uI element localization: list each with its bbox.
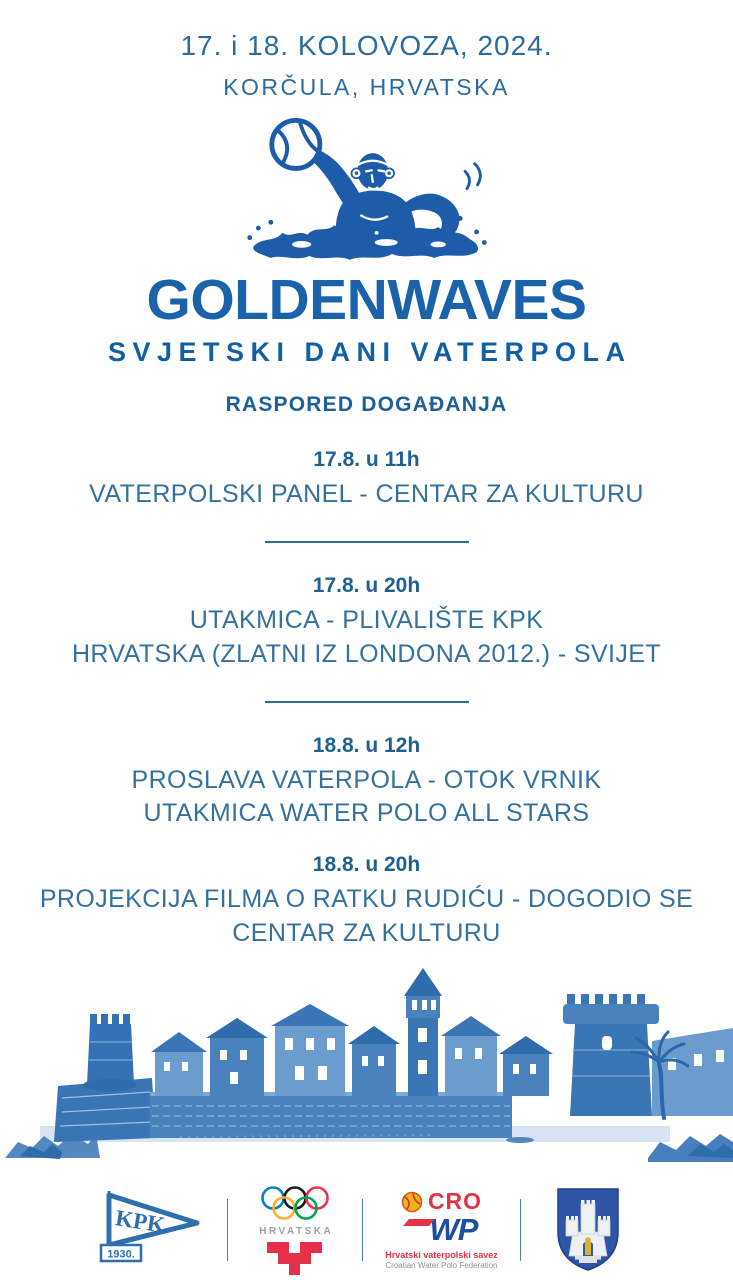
kpk-label: KPK — [113, 1205, 167, 1239]
bell-tower-spire-icon — [404, 968, 442, 996]
korcula-town-illustration — [0, 966, 733, 1171]
footer-divider — [362, 1199, 363, 1261]
section-divider — [265, 541, 469, 543]
crowp-federation-name-hr: Hrvatski vaterpolski savez — [385, 1250, 498, 1261]
footer-divider — [227, 1199, 228, 1261]
motion-lines-icon — [465, 164, 480, 189]
schedule-heading: RASPORED DOGAĐANJA — [225, 393, 508, 416]
event-date: 17. i 18. KOLOVOZA, 2024. — [180, 30, 553, 61]
section-divider — [265, 701, 469, 703]
water-polo-player-icon — [242, 115, 492, 270]
croatian-checkerboard-icon — [267, 1242, 323, 1276]
sponsor-logo-row — [0, 1185, 733, 1276]
event-detail: UTAKMICA WATER POLO ALL STARS — [143, 799, 590, 827]
croatian-olympic-committee-logo — [230, 1185, 360, 1276]
event-detail: UTAKMICA - PLIVALIŠTE KPK — [189, 606, 544, 635]
event-time: 17.8. u 20h — [312, 574, 421, 598]
event-detail: HRVATSKA (ZLATNI IZ LONDONA 2012.) - SVIJET — [71, 639, 662, 668]
event-detail: VATERPOLSKI PANEL - CENTAR ZA KULTURU — [89, 480, 644, 508]
event-block-4 — [0, 854, 733, 950]
event-detail: CENTAR ZA KULTURU — [232, 918, 501, 947]
event-detail: PROJEKCIJA FILMA O RATKU RUDIĆU - DOGODIO SE — [39, 885, 694, 914]
crowp-cro-label: CRO — [427, 1188, 483, 1215]
korcula-crest-icon — [553, 1186, 623, 1274]
crowp-federation-name-en: Croatian Water Polo Federation — [385, 1260, 498, 1270]
kpk-club-logo — [80, 1187, 225, 1273]
houses-icon — [151, 968, 553, 1096]
poster-title: GOLDENWAVES — [146, 268, 587, 332]
event-block-3 — [0, 735, 733, 831]
poster-subtitle: SVJETSKI DANI VATERPOLA — [107, 337, 632, 367]
event-block-2 — [0, 575, 733, 671]
footer-divider — [520, 1199, 521, 1261]
kpk-pennant-icon — [93, 1187, 213, 1273]
event-block-1 — [0, 449, 733, 511]
event-time: 18.8. u 20h — [312, 853, 421, 877]
event-time: 18.8. u 12h — [312, 733, 421, 757]
korcula-coat-of-arms — [523, 1186, 653, 1274]
event-detail: PROSLAVA VATERPOLA - OTOK VRNIK — [131, 765, 602, 794]
water-polo-player-illustration — [0, 115, 733, 270]
croatian-water-polo-federation-logo — [365, 1190, 518, 1270]
crowp-red-stroke — [403, 1219, 435, 1226]
kpk-year: 1930. — [106, 1248, 135, 1261]
event-location: KORČULA, HRVATSKA — [223, 74, 510, 100]
event-time: 17.8. u 11h — [313, 448, 420, 471]
crowp-wp-label: WP — [429, 1212, 478, 1248]
olympic-rings-icon — [249, 1185, 341, 1223]
olympic-country-label: HRVATSKA — [259, 1225, 334, 1237]
left-tower-icon — [83, 1014, 137, 1091]
town-skyline-icon — [0, 966, 733, 1171]
crowp-ball-icon — [401, 1191, 423, 1213]
